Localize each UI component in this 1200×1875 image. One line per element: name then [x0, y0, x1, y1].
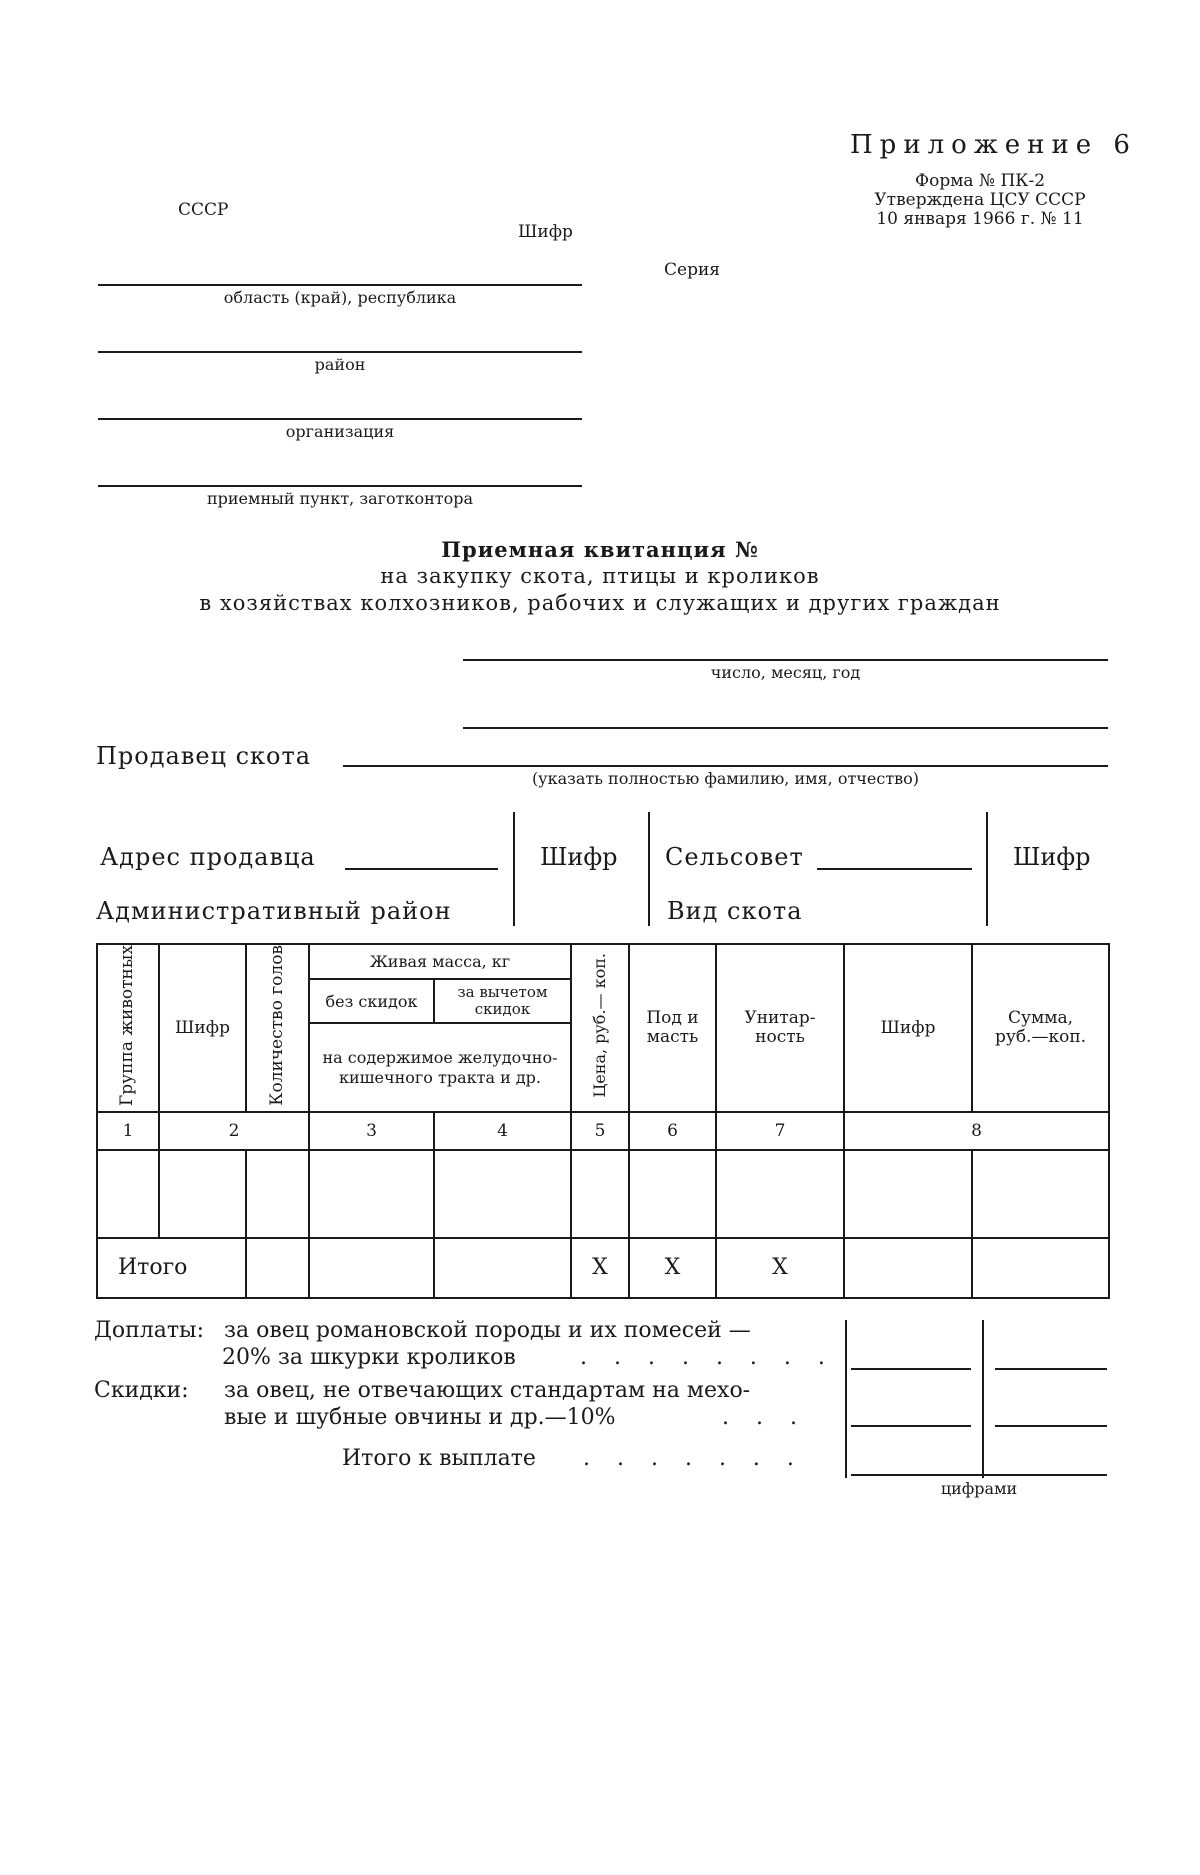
- col-sum-line-2: руб.—коп.: [973, 1028, 1108, 1047]
- form-number: Форма № ПК-2: [850, 172, 1110, 191]
- col-sum-header: [972, 944, 1109, 1112]
- livestock-type-label: Вид скота: [667, 897, 803, 925]
- total-no-discount-cell[interactable]: [309, 1238, 434, 1298]
- address-divider: [513, 812, 515, 926]
- table-data-row[interactable]: [97, 1150, 1109, 1238]
- region-line[interactable]: [98, 284, 582, 286]
- total-payment-label: Итого к выплате: [342, 1446, 536, 1471]
- total-count-cell[interactable]: [246, 1238, 309, 1298]
- reception-point-caption: приемный пункт, заготконтора: [98, 489, 582, 508]
- region-caption: область (край), республика: [98, 288, 582, 307]
- total-sum-cell[interactable]: [972, 1238, 1109, 1298]
- seller-label: Продавец скота: [96, 742, 311, 770]
- village-council-line[interactable]: [817, 868, 972, 870]
- district-line[interactable]: [98, 351, 582, 353]
- discount-amount-line-1[interactable]: [851, 1425, 971, 1427]
- surcharges-label: Доплаты:: [94, 1318, 204, 1343]
- seller-address-line[interactable]: [345, 868, 498, 870]
- cipher-label-2: Шифр: [1013, 843, 1091, 871]
- col-after-deduction-header: за вычетом скидок: [434, 979, 571, 1024]
- table-header-row-1: [97, 944, 1109, 979]
- col-number-1: 1: [97, 1112, 159, 1150]
- col-uniformity-line-2: ность: [717, 1028, 843, 1047]
- col-live-weight-header: Живая масса, кг: [309, 944, 571, 979]
- data-cell[interactable]: [97, 1150, 159, 1238]
- total-cipher-cell[interactable]: [844, 1238, 972, 1298]
- total-price-x: X: [571, 1238, 629, 1298]
- approved-by: Утверждена ЦСУ СССР: [850, 191, 1110, 210]
- receipt-title: Приемная квитанция №: [100, 537, 1100, 562]
- col-price-text: Цена, руб.— коп.: [592, 953, 609, 1098]
- date-line[interactable]: [463, 659, 1108, 661]
- council-divider: [648, 812, 650, 926]
- total-after-deduction-cell[interactable]: [434, 1238, 571, 1298]
- council-cipher-divider: [986, 812, 988, 926]
- district-caption: район: [98, 355, 582, 374]
- col-fatness-line-2: масть: [630, 1028, 715, 1047]
- date-line-2[interactable]: [463, 727, 1108, 729]
- col-uniformity-header: [716, 944, 844, 1112]
- col-group-text: Группа животных: [119, 945, 137, 1106]
- data-cell[interactable]: [629, 1150, 716, 1238]
- date-caption: число, месяц, год: [463, 663, 1108, 682]
- surcharges-dots: . . . . . . . .: [580, 1345, 835, 1370]
- data-cell[interactable]: [844, 1150, 972, 1238]
- seller-address-label: Адрес продавца: [100, 843, 316, 871]
- admin-district-label: Административный район: [96, 897, 452, 925]
- data-cell[interactable]: [434, 1150, 571, 1238]
- data-cell[interactable]: [309, 1150, 434, 1238]
- col-number-6: 6: [629, 1112, 716, 1150]
- cipher-label: Шифр: [518, 222, 573, 242]
- surcharges-text-2: 20% за шкурки кроликов: [222, 1345, 516, 1370]
- signature-caption: цифрами: [851, 1479, 1107, 1498]
- data-cell[interactable]: [571, 1150, 629, 1238]
- col-number-8: 8: [844, 1112, 1109, 1150]
- total-fatness-x: X: [629, 1238, 716, 1298]
- purchase-table: [96, 943, 1110, 1299]
- reception-point-line[interactable]: [98, 485, 582, 487]
- col-cipher-header: Шифр: [159, 944, 246, 1112]
- discount-amount-line-2[interactable]: [995, 1425, 1107, 1427]
- form-approval-block: [850, 172, 1110, 229]
- discounts-text-1: за овец, не отвечающих стандартам на мехо-: [224, 1378, 750, 1403]
- organization-caption: организация: [98, 422, 582, 441]
- seller-caption: (указать полностью фамилию, имя, отчество): [343, 769, 1108, 788]
- col-number-3: 3: [309, 1112, 434, 1150]
- footer-divider-mid: [982, 1320, 984, 1478]
- col-price-header: [571, 944, 629, 1112]
- footer-divider-left: [845, 1320, 847, 1478]
- total-label: Итого: [97, 1238, 246, 1298]
- total-payment-line[interactable]: [851, 1474, 1107, 1476]
- data-cell[interactable]: [159, 1150, 246, 1238]
- discounts-label: Скидки:: [94, 1378, 189, 1403]
- discounts-dots: . . .: [722, 1405, 807, 1430]
- appendix-title: Приложение 6: [850, 130, 1137, 160]
- col-uniformity-line-1: Унитар-: [717, 1009, 843, 1028]
- col-sum-line-1: Сумма,: [973, 1009, 1108, 1028]
- village-council-label: Сельсовет: [665, 843, 804, 871]
- data-cell[interactable]: [972, 1150, 1109, 1238]
- total-uniformity-x: X: [716, 1238, 844, 1298]
- data-cell[interactable]: [716, 1150, 844, 1238]
- approved-date: 10 января 1966 г. № 11: [850, 210, 1110, 229]
- receipt-subtitle-1: на закупку скота, птицы и кроликов: [100, 564, 1100, 588]
- surcharges-text-1: за овец романовской породы и их помесей —: [224, 1318, 751, 1343]
- table-total-row: [97, 1238, 1109, 1298]
- col-number-5: 5: [571, 1112, 629, 1150]
- col-count-header: [246, 944, 309, 1112]
- country-label: СССР: [178, 200, 228, 220]
- col-fatness-header: [629, 944, 716, 1112]
- col-number-7: 7: [716, 1112, 844, 1150]
- surcharge-amount-line-1[interactable]: [851, 1368, 971, 1370]
- total-payment-dots: . . . . . . .: [583, 1446, 804, 1471]
- col-fatness-line-1: Под и: [630, 1009, 715, 1028]
- col-group-header: [97, 944, 159, 1112]
- discounts-text-2: вые и шубные овчины и др.—10%: [224, 1405, 616, 1430]
- col-contents-header: на содержимое желудочно-кишечного тракта и др.: [309, 1023, 571, 1112]
- series-label: Серия: [664, 260, 720, 280]
- cipher-label-1: Шифр: [540, 843, 618, 871]
- table-number-row: [97, 1112, 1109, 1150]
- col-count-text: Количество голов: [269, 945, 287, 1106]
- receipt-subtitle-2: в хозяйствах колхозников, рабочих и служащих и других граждан: [100, 591, 1100, 615]
- col-cipher2-header: Шифр: [844, 944, 972, 1112]
- data-cell[interactable]: [246, 1150, 309, 1238]
- col-number-4: 4: [434, 1112, 571, 1150]
- col-number-2: 2: [159, 1112, 309, 1150]
- surcharge-amount-line-2[interactable]: [995, 1368, 1107, 1370]
- organization-line[interactable]: [98, 418, 582, 420]
- col-no-discount-header: без скидок: [309, 979, 434, 1024]
- seller-line[interactable]: [343, 765, 1108, 767]
